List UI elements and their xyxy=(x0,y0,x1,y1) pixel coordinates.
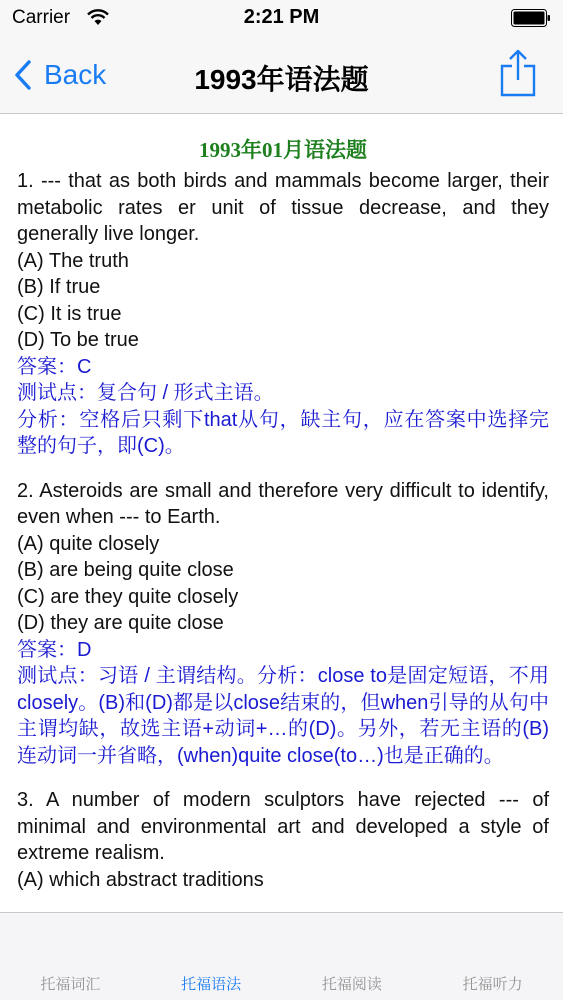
question-item xyxy=(17,787,549,893)
tab-label: 托福语法 xyxy=(181,976,242,993)
navigation-bar xyxy=(0,38,563,114)
option-a: (A) which abstract traditions xyxy=(17,868,264,891)
analysis-text: 分析：空格后只剩下that从句，缺主句，应在答案中选择完整的句子，即(C)。 xyxy=(17,408,549,457)
status-bar xyxy=(0,0,563,38)
answer-text: 答案：D xyxy=(17,638,92,661)
clock: 2:21 PM xyxy=(243,6,320,28)
option-d: (D) they are quite close xyxy=(17,612,224,634)
tab-toefl-reading[interactable] xyxy=(282,913,423,1000)
question-text: 2. Asteroids are small and therefore very difficult to identify, even when --- to Earth. xyxy=(17,479,549,528)
option-c: (C) It is true xyxy=(17,302,122,325)
option-b: (B) are being quite close xyxy=(17,559,234,581)
question-item xyxy=(17,478,549,770)
back-label: Back xyxy=(44,59,107,90)
option-b: (B) If true xyxy=(17,276,101,298)
tab-label: 托福听力 xyxy=(462,976,523,993)
test-point-text: 测试点：复合句 / 形式主语。 xyxy=(17,382,274,404)
option-a: (A) quite closely xyxy=(17,532,160,555)
section-title: 1993年01月语法题 xyxy=(199,138,367,162)
carrier-label: Carrier xyxy=(12,7,71,28)
option-a: (A) The truth xyxy=(17,249,129,272)
option-d: (D) To be true xyxy=(17,329,139,351)
question-text: 3. A number of modern sculptors have rejected --- of minimal and environmental art and developed a style of extreme realism. xyxy=(17,789,549,864)
question-item xyxy=(17,168,549,460)
tab-label: 托福阅读 xyxy=(321,976,382,993)
answer-text: 答案：C xyxy=(17,355,92,378)
tab-label: 托福词汇 xyxy=(40,976,101,993)
page-title: 1993年语法题 xyxy=(194,64,369,95)
tab-toefl-vocabulary[interactable] xyxy=(0,913,141,1000)
battery-icon xyxy=(511,9,551,27)
share-icon[interactable] xyxy=(499,48,537,98)
tab-toefl-grammar[interactable] xyxy=(141,913,282,1000)
question-content[interactable] xyxy=(0,114,563,912)
question-text: 1. --- that as both birds and mammals become larger, their metabolic rates er unit of tissue decrease, and they generally live longer. xyxy=(17,170,549,245)
test-point-text: 测试点：习语 / 主谓结构。分析：close to是固定短语，不用closely。(B)和(D)都是以close结束的，但when引导的从句中主谓均缺，故选主语+动词+…的(D)。另外，若无主语的(B)连动词一并省略，(when)quite close(to…)也是正确的。 xyxy=(17,665,549,767)
back-button[interactable] xyxy=(14,54,106,96)
option-c: (C) are they quite closely xyxy=(17,585,239,608)
chevron-left-icon xyxy=(14,59,32,91)
tab-toefl-listening[interactable] xyxy=(422,913,563,1000)
tab-bar xyxy=(0,912,563,1000)
